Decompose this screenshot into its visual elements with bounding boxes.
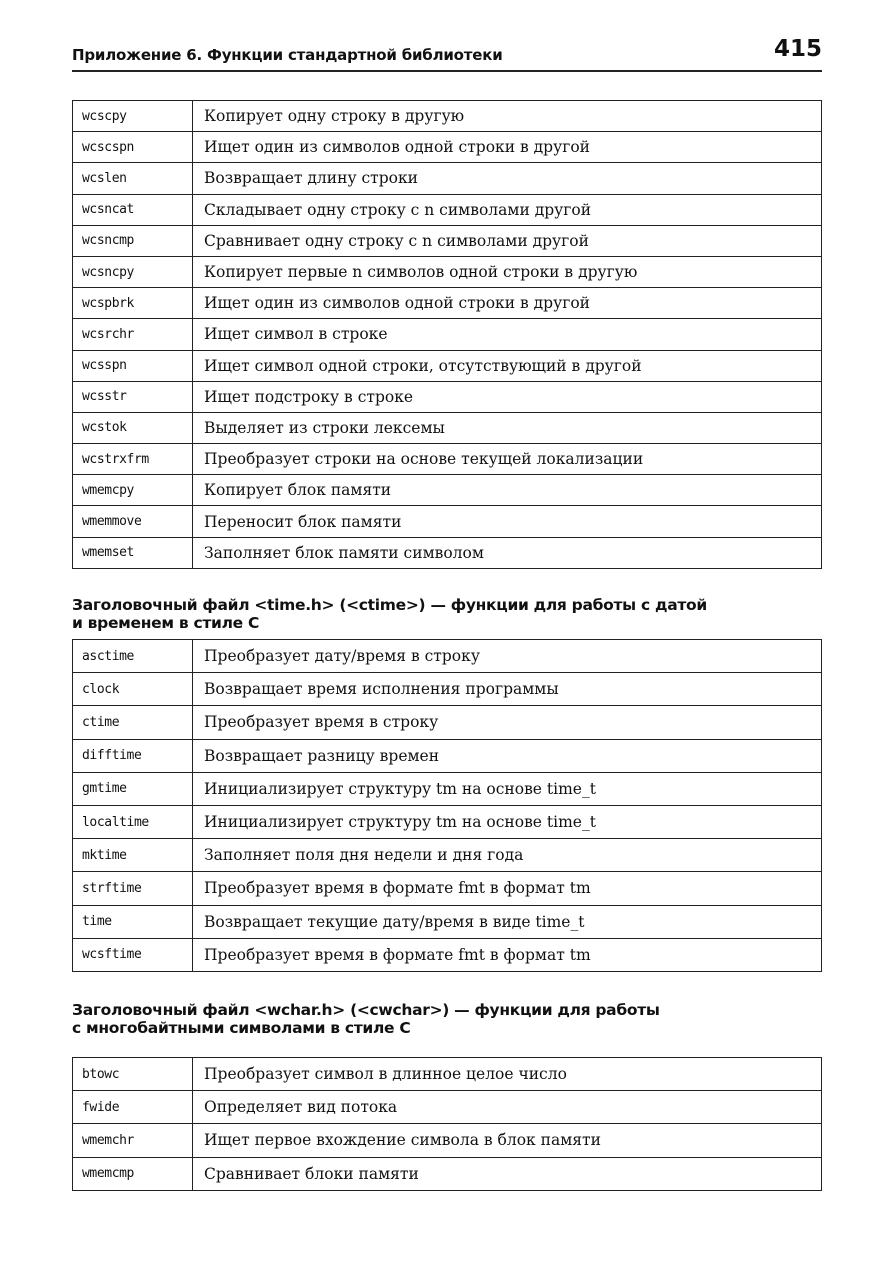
function-name: btowc (73, 1058, 193, 1091)
table-row (73, 412, 822, 443)
function-name: asctime (73, 640, 193, 673)
table-row (73, 350, 822, 381)
section-title-line: и временем в стиле С (72, 614, 260, 632)
wide-string-functions-table (72, 100, 822, 569)
function-description: Ищет символ в строке (193, 319, 822, 350)
function-name: wcsncat (73, 194, 193, 225)
function-description: Сравнивает блоки памяти (193, 1157, 822, 1190)
function-description: Возвращает текущие дату/время в виде time_t (193, 905, 822, 938)
wchar-functions-table (72, 1057, 822, 1191)
function-description: Ищет один из символов одной строки в другой (193, 132, 822, 163)
function-description: Выделяет из строки лексемы (193, 412, 822, 443)
function-description: Ищет один из символов одной строки в другой (193, 288, 822, 319)
function-description: Копирует одну строку в другую (193, 101, 822, 132)
table-row (73, 256, 822, 287)
function-description: Преобразует время в формате fmt в формат tm (193, 872, 822, 905)
function-description: Преобразует время в формате fmt в формат tm (193, 938, 822, 971)
function-name: wcscpy (73, 101, 193, 132)
function-name: clock (73, 673, 193, 706)
table-row (73, 444, 822, 475)
function-name: localtime (73, 805, 193, 838)
function-name: wcsftime (73, 938, 193, 971)
function-name: wcsspn (73, 350, 193, 381)
function-description: Ищет символ одной строки, отсутствующий в другой (193, 350, 822, 381)
table-row (73, 225, 822, 256)
function-name: wcstrxfrm (73, 444, 193, 475)
function-name: wcsstr (73, 381, 193, 412)
function-description: Переносит блок памяти (193, 506, 822, 537)
function-description: Копирует первые n символов одной строки в другую (193, 256, 822, 287)
section-title-line: Заголовочный файл <wchar.h> (<cwchar>) — функции для работы (72, 1001, 660, 1019)
table-row (73, 673, 822, 706)
table-row (73, 1091, 822, 1124)
table-row (73, 640, 822, 673)
table-row (73, 319, 822, 350)
table-row (73, 872, 822, 905)
function-name: wcslen (73, 163, 193, 194)
section-title-line: с многобайтными символами в стиле С (72, 1019, 411, 1037)
function-name: wmemcmp (73, 1157, 193, 1190)
function-description: Преобразует символ в длинное целое число (193, 1058, 822, 1091)
function-description: Преобразует время в строку (193, 706, 822, 739)
table-row (73, 739, 822, 772)
table-row (73, 506, 822, 537)
function-description: Возвращает длину строки (193, 163, 822, 194)
running-title: Приложение 6. Функции стандартной библиотеки (72, 46, 503, 64)
function-description: Складывает одну строку с n символами другой (193, 194, 822, 225)
function-name: wmemmove (73, 506, 193, 537)
function-name: wcstok (73, 412, 193, 443)
table-row (73, 805, 822, 838)
function-description: Преобразует дату/время в строку (193, 640, 822, 673)
table-row (73, 905, 822, 938)
function-name: wcsncpy (73, 256, 193, 287)
table-row (73, 706, 822, 739)
section-title-time (72, 596, 822, 632)
table-row (73, 938, 822, 971)
function-name: difftime (73, 739, 193, 772)
function-description: Возвращает время исполнения программы (193, 673, 822, 706)
function-name: gmtime (73, 772, 193, 805)
table-row (73, 475, 822, 506)
function-name: wcscspn (73, 132, 193, 163)
table-row (73, 163, 822, 194)
function-description: Возвращает разницу времен (193, 739, 822, 772)
table-row (73, 381, 822, 412)
function-name: wmemcpy (73, 475, 193, 506)
table-row (73, 101, 822, 132)
table-row (73, 132, 822, 163)
function-name: time (73, 905, 193, 938)
function-name: wcsncmp (73, 225, 193, 256)
time-functions-table (72, 639, 822, 972)
section-title-wchar (72, 1001, 822, 1037)
function-description: Инициализирует структуру tm на основе time_t (193, 772, 822, 805)
table-row (73, 772, 822, 805)
table-row (73, 1124, 822, 1157)
function-name: wcspbrk (73, 288, 193, 319)
function-description: Заполняет поля дня недели и дня года (193, 839, 822, 872)
function-description: Сравнивает одну строку с n символами другой (193, 225, 822, 256)
function-description: Ищет подстроку в строке (193, 381, 822, 412)
table-row (73, 1058, 822, 1091)
function-description: Определяет вид потока (193, 1091, 822, 1124)
page-number: 415 (773, 36, 822, 62)
table-row (73, 1157, 822, 1190)
function-name: ctime (73, 706, 193, 739)
table-row (73, 839, 822, 872)
function-description: Ищет первое вхождение символа в блок памяти (193, 1124, 822, 1157)
section-title-line: Заголовочный файл <time.h> (<ctime>) — функции для работы с датой (72, 596, 707, 614)
table-row (73, 194, 822, 225)
function-name: fwide (73, 1091, 193, 1124)
table-row (73, 288, 822, 319)
function-name: mktime (73, 839, 193, 872)
function-description: Копирует блок памяти (193, 475, 822, 506)
function-name: wmemset (73, 537, 193, 568)
page-header (72, 36, 822, 72)
table-row (73, 537, 822, 568)
function-description: Заполняет блок памяти символом (193, 537, 822, 568)
function-description: Преобразует строки на основе текущей локализации (193, 444, 822, 475)
function-name: strftime (73, 872, 193, 905)
function-name: wmemchr (73, 1124, 193, 1157)
function-description: Инициализирует структуру tm на основе time_t (193, 805, 822, 838)
function-name: wcsrchr (73, 319, 193, 350)
